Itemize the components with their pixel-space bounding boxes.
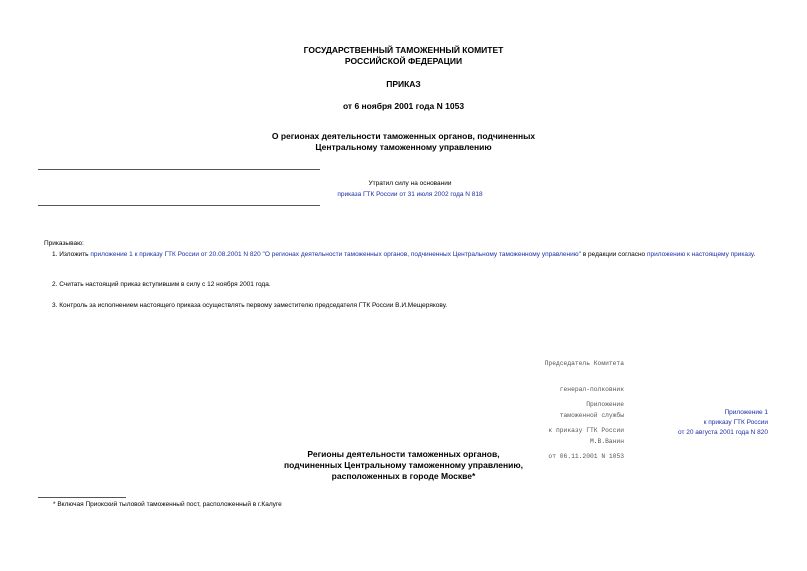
status-text: Утратил силу на основании xyxy=(368,180,452,187)
org-name-line1: ГОСУДАРСТВЕННЫЙ ТАМОЖЕННЫЙ КОМИТЕТ xyxy=(303,45,504,55)
signature-line1: Председатель Комитета xyxy=(544,360,624,368)
appendix-ref-line2: к приказу ГТК России xyxy=(548,426,624,434)
appendix-title xyxy=(0,449,807,482)
appendix-link-line1[interactable]: Приложение 1 xyxy=(724,409,768,416)
doc-subject xyxy=(0,131,807,153)
p1-mid: в редакции согласно xyxy=(580,251,647,258)
divider-bottom xyxy=(38,205,320,206)
paragraph-1 xyxy=(38,250,768,260)
footnote-text: * Включая Приокский тыловой таможенный пост, расположенный в г.Калуге xyxy=(53,501,282,508)
appendix-link-line2[interactable]: к приказу ГТК России xyxy=(703,419,768,426)
p1-suffix: . xyxy=(753,251,756,258)
p1-link-appendix[interactable]: приложение 1 к приказу ГТК России от 20.08.2001 N 820 "О регионах деятельности таможенных органов, подчиненных Центральному таможенному управлению" xyxy=(90,251,581,258)
paragraph-2: 2. Считать настоящий приказ вступившим в силу с 12 ноября 2001 года. xyxy=(52,281,271,288)
doc-date: от 6 ноября 2001 года N 1053 xyxy=(342,101,465,111)
appendix-link-line3[interactable]: от 20 августа 2001 года N 820 xyxy=(677,429,768,436)
doc-type: ПРИКАЗ xyxy=(386,79,421,89)
footnote-divider xyxy=(38,497,126,498)
appendix-ref-line1: Приложение xyxy=(586,401,624,409)
p1-link-this-order[interactable]: приложению к настоящему приказу xyxy=(646,251,754,258)
appendix-title-line3: расположенных в городе Москве* xyxy=(331,471,476,481)
paragraph-3: 3. Контроль за исполнением настоящего приказа осуществлять первому заместителю председателя ГТК России В.И.Мещерякову. xyxy=(52,302,448,309)
appendix-title-line2: подчиненных Центральному таможенному управлению, xyxy=(284,460,523,470)
appendix-link-block[interactable] xyxy=(560,408,768,438)
divider-top xyxy=(38,169,320,170)
p1-prefix: 1. Изложить xyxy=(52,251,91,258)
signature-line3: таможенной службы xyxy=(559,411,624,419)
intro-text: Приказываю: xyxy=(44,240,84,247)
status-link[interactable]: приказа ГТК России от 31 июля 2002 года N 818 xyxy=(337,191,483,198)
appendix-title-line1: Регионы деятельности таможенных органов, xyxy=(307,449,500,459)
appendix-ref-line3: от 06.11.2001 N 1053 xyxy=(548,452,624,460)
signature-line2: генерал-полковник xyxy=(559,385,624,393)
signature-line4: М.В.Ванин xyxy=(589,437,624,445)
subject-line1: О регионах деятельности таможенных органов, подчиненных xyxy=(271,131,536,141)
document-header xyxy=(0,45,807,67)
subject-line2: Центральному таможенному управлению xyxy=(315,142,492,152)
org-name-line2: РОССИЙСКОЙ ФЕДЕРАЦИИ xyxy=(344,56,463,66)
